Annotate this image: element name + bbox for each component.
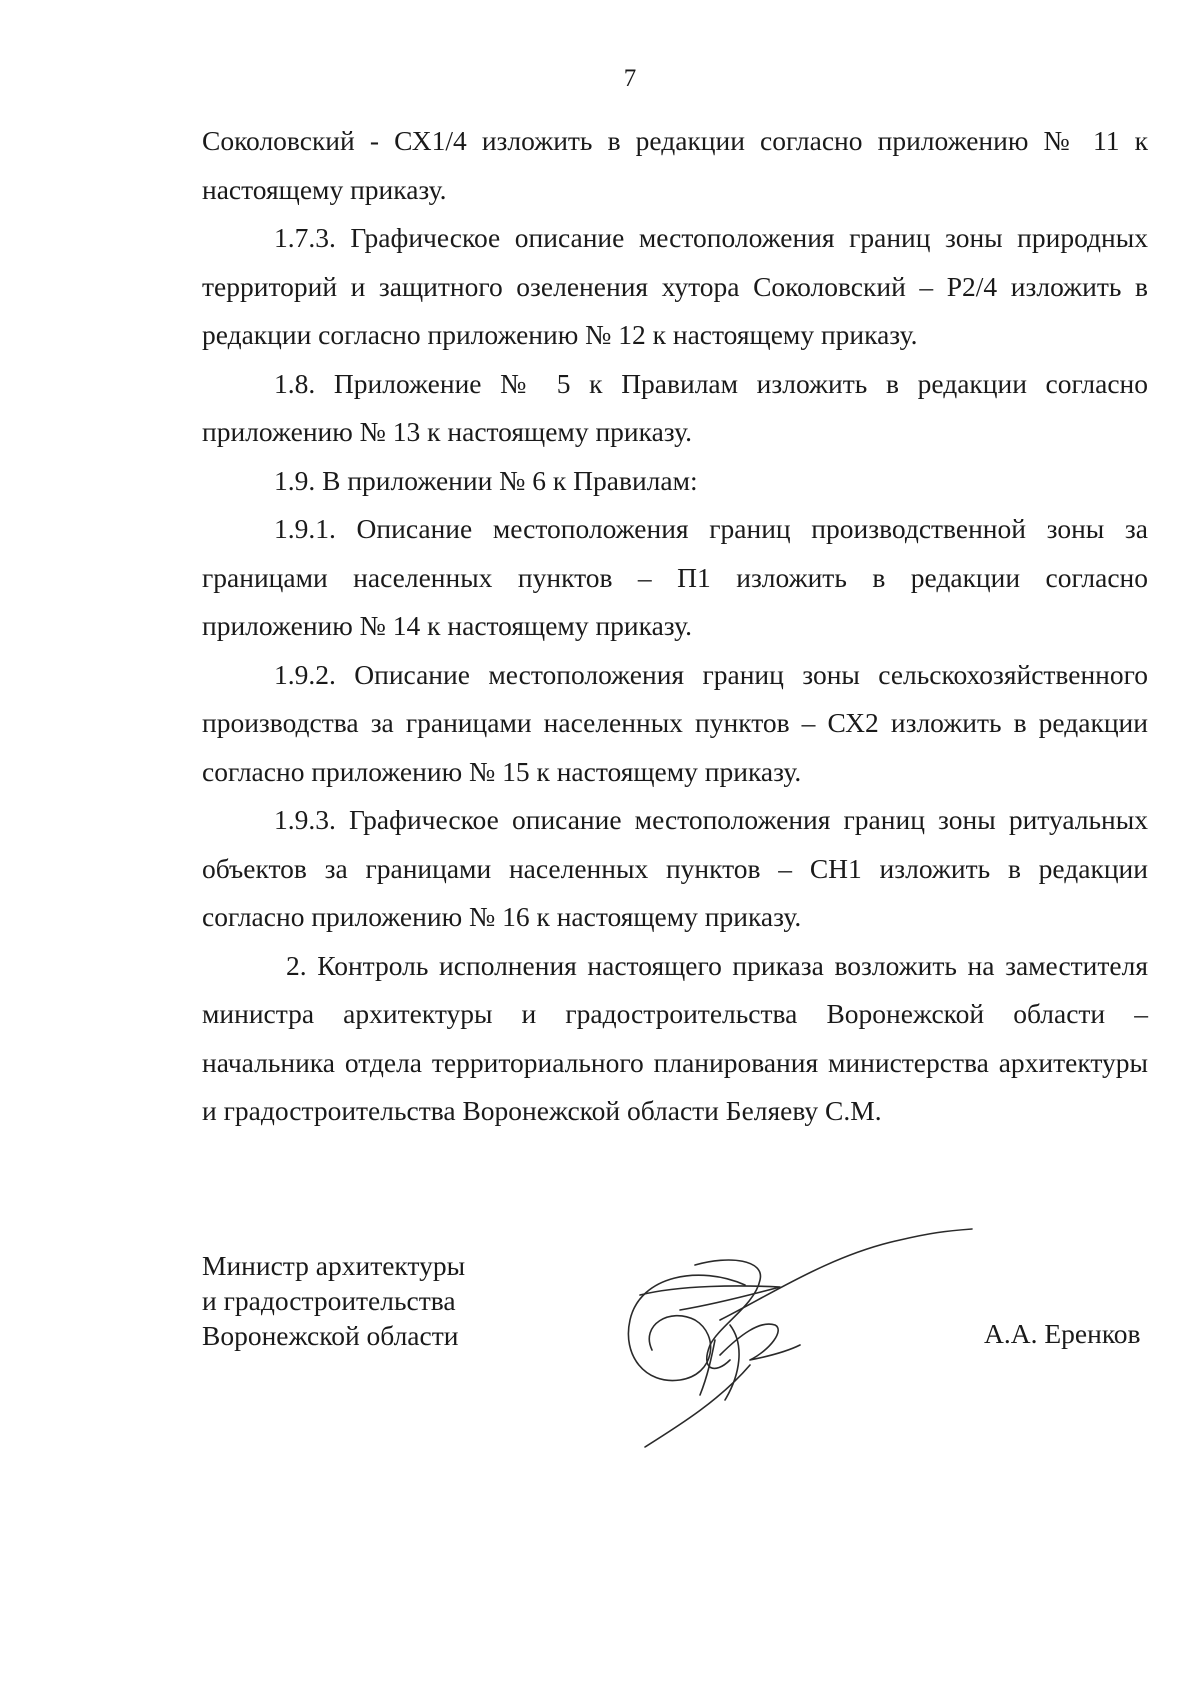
paragraph-1-9-2: 1.9.2. Описание местоположения границ зоны сельскохозяйственного производства за границами населенных пунктов – СХ2 изложить в редакции согласно приложению № 15 к настоящему приказу.: [202, 658, 1148, 787]
paragraph-1-9-1: 1.9.1. Описание местоположения границ производственной зоны за границами населенных пунктов – П1 изложить в редакции согласно приложению № 14 к настоящему приказу.: [202, 513, 1148, 641]
paragraph-1-7-3: 1.7.3. Графическое описание местоположения границ зоны природных территорий и защитного озеленения хутора Соколовский – Р2/4 изложить в редакции согласно приложению № 12 к настоящему приказу.: [202, 222, 1148, 350]
paragraph-1-8: 1.8. Приложение № 5 к Правилам изложить в редакции согласно приложению № 13 к настоящему приказу.: [202, 367, 1148, 447]
signatory-position: [202, 1248, 465, 1353]
signatory-name: А.А. Еренков: [984, 1318, 1141, 1349]
handwritten-signature-icon: [600, 1225, 1000, 1455]
position-line: и градостроительства: [202, 1285, 456, 1316]
paragraph-1-9-3: 1.9.3. Графическое описание местоположения границ зоны ритуальных объектов за границами населенных пунктов – СН1 изложить в редакции согласно приложению № 16 к настоящему приказу.: [202, 804, 1148, 932]
position-line: Министр архитектуры: [202, 1250, 466, 1281]
document-body: [202, 117, 1148, 1136]
paragraph-1-9: 1.9. В приложении № 6 к Правилам:: [274, 464, 698, 496]
paragraph-2-control: 2. Контроль исполнения настоящего приказа возложить на заместителя министра архитектуры и градостроительства Воронежской области – начальника отдела территориального планирования министерства архитектуры и градостроительства Воронежской области Беляеву С.М.: [202, 949, 1148, 1126]
position-line: Воронежской области: [202, 1320, 459, 1351]
page-number: 7: [623, 65, 637, 92]
paragraph-continuation: Соколовский - СХ1/4 изложить в редакции согласно приложению № 11 к настоящему приказу.: [202, 125, 1148, 205]
